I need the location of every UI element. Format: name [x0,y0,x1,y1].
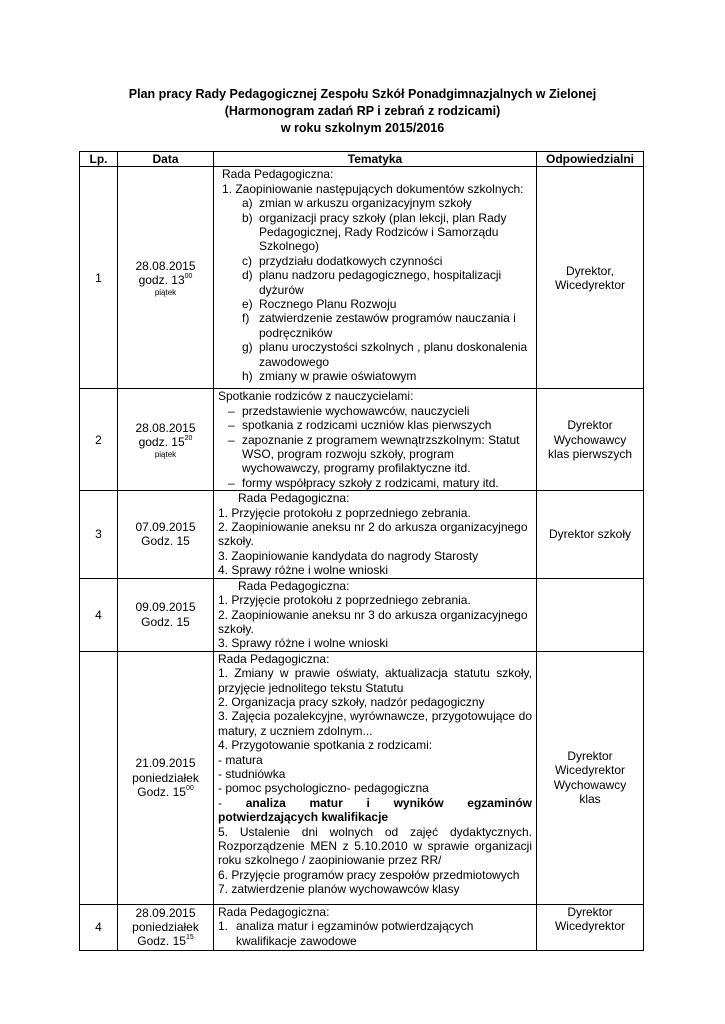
table-row [80,491,644,578]
topic-item: 3. Zaopiniowanie kandydata do nagrody Starosty [218,548,479,563]
topic-subitem: c) przydziału dodatkowych czynności [242,253,443,268]
row-topic [214,389,537,491]
document-title [0,86,725,137]
row-number: 1 [80,167,118,389]
row-time: godz. $15^{20}$ [138,435,193,450]
row-day: piątek [154,449,177,459]
header-topic: Tematyka [214,152,537,167]
topic-subitem: b) organizacji pracy szkoły (plan lekcji, plan Rady Pedagogicznej, Rady Rodziców i Samorządu Szkolnego) [242,210,507,254]
topic-subitem: e) Rocznego Planu Rozwoju [242,297,397,312]
topic-dash-item: – formy współpracy szkoły z rodzicami, matury itd. [228,475,499,490]
header-lp: Lp. [80,152,118,167]
title-line-2: (Harmonogram zadań RP i zebrań z rodzicami) [224,104,501,118]
topic-heading: Rada Pedagogiczna: [238,491,350,506]
row-date-cell [118,578,214,651]
row-number: 4 [80,578,118,651]
topic-dash-item: – przedstawienie wychowawców, nauczycieli [228,403,470,418]
topic-subitem: f) zatwierdzenie zestawów programów nauczania i podręczników [242,311,516,340]
row-number: 4 [80,904,118,950]
topic-dash-item: – zapoznanie z programem wewnątrzszkolnym: Statut WSO, program rozwoju szkoły, program wychowawczy, programy profilaktyczne itd. [228,432,520,476]
topic-subitem-bold: - analiza matur i wyników egzaminów potwierdzających kwalifikacje [218,795,532,825]
row-responsible: Dyrektor Wychowawcy klas pierwszych [537,389,644,491]
row-date: 28.09.2015 [135,905,196,920]
topic-dash-item: – spotkania z rodzicami uczniów klas pierwszych [228,418,492,433]
row-time: Godz. $15^{15}$ [137,934,194,949]
row-day: poniedziałek [132,920,199,935]
table-row [80,904,644,950]
row-date: 21.09.2015 [135,756,196,771]
topic-heading: Spotkanie rodziców z nauczycielami: [218,389,414,404]
topic-item: 2. Zaopiniowanie aneksu nr 3 do arkusza organizacyjnego szkoły. [218,607,528,636]
row-topic [214,651,537,904]
row-date: 28.08.2015 [135,259,196,273]
topic-item: 1. Zmiany w prawie oświaty, aktualizacja statutu szkoły, przyjęcie jednolitego tekstu Statutu [218,666,532,695]
topic-item: 1. Przyjęcie protokołu z poprzedniego zebrania. [218,593,471,608]
row-date: 28.08.2015 [135,420,196,435]
topic-item: 1. Zaopiniowanie następujących dokumentów szkolnych: [222,181,524,196]
title-line-1: Plan pracy Rady Pedagogicznej Zespołu Szkół Ponadgimnazjalnych w Zielonej [128,87,597,101]
row-number: 2 [80,389,118,491]
row-topic [214,491,537,578]
topic-item: 6. Przyjęcie programów pracy zespołów przedmiotowych [218,867,520,882]
topic-subitem: - matura [218,752,263,767]
row-date: 09.09.2015 [135,600,196,615]
row-topic [214,578,537,651]
row-date-cell [118,651,214,904]
topic-item: 1. Przyjęcie protokołu z poprzedniego zebrania. [218,505,471,520]
row-time: Godz. $15^{00}$ [137,784,194,799]
row-responsible [537,578,644,651]
header-responsible: Odpowiedzialni [537,152,644,167]
title-line-3: w roku szkolnym 2015/2016 [280,121,445,135]
topic-heading: Rada Pedagogiczna: [218,904,330,919]
topic-item: 4. Sprawy różne i wolne wnioski [218,563,389,578]
topic-item: 3. Zajęcia pozalekcyjne, wyrównawcze, przygotowujące do matury, z uczniem zdolnym... [218,709,532,738]
table-header-row [80,152,644,167]
row-topic [214,167,537,389]
row-day: poniedziałek [132,770,199,785]
row-topic [214,904,537,950]
table-row [80,389,644,491]
topic-item: 2. Organizacja pracy szkoły, nadzór pedagogiczny [218,694,485,709]
table-row [80,167,644,389]
topic-subitem: - pomoc psychologiczno- pedagogiczna [218,781,429,796]
table-row [80,651,644,904]
row-date-cell [118,904,214,950]
row-date-cell [118,389,214,491]
topic-heading: Rada Pedagogiczna: [222,167,334,182]
topic-item: 4. Przygotowanie spotkania z rodzicami: [218,738,433,753]
row-number [80,651,118,904]
row-time: godz. $13^{00}$ [138,273,193,288]
row-number: 3 [80,491,118,578]
row-responsible: Dyrektor Wicedyrektor Wychowawcy klas [537,651,644,904]
row-time: Godz. 15 [141,534,190,549]
topic-heading: Rada Pedagogiczna: [218,651,330,666]
table-row [80,578,644,651]
topic-item: 5. Ustalenie dni wolnych od zajęć dydaktycznych. Rozporządzenie MEN z 5.10.2010 w sprawie organizacji roku szkolnego / zaopiniowanie przez RR/ [218,824,532,868]
topic-item: 7. zatwierdzenie planów wychowawców klasy [218,882,460,897]
row-responsible: Dyrektor, Wicedyrektor [537,167,644,389]
row-responsible: Dyrektor szkoły [537,491,644,578]
row-responsible: Dyrektor Wicedyrektor [537,904,644,950]
topic-item: 2. Zaopiniowanie aneksu nr 2 do arkusza organizacyjnego szkoły. [218,520,528,549]
row-date-cell [118,491,214,578]
topic-subitem: h) zmiany w prawie oświatowym [242,369,417,384]
topic-subitem: d) planu nadzoru pedagogicznego, hospitalizacji dyżurów [242,268,502,297]
row-day: piątek [154,287,177,297]
schedule-table [79,151,644,951]
topic-subitem: a) zmian w arkuszu organizacyjnym szkoły [242,196,472,211]
header-date: Data [118,152,214,167]
topic-heading: Rada Pedagogiczna: [238,578,350,593]
row-time: Godz. 15 [141,614,190,629]
topic-subitem: - studniówka [218,766,286,781]
topic-item: 3. Sprawy różne i wolne wnioski [218,636,389,651]
topic-subitem: g) planu uroczystości szkolnych , planu doskonalenia zawodowego [242,340,528,369]
topic-item: 1. analiza matur i egzaminów potwierdzających kwalifikacje zawodowe [218,919,474,948]
row-date-cell [118,167,214,389]
row-date: 07.09.2015 [135,520,196,535]
